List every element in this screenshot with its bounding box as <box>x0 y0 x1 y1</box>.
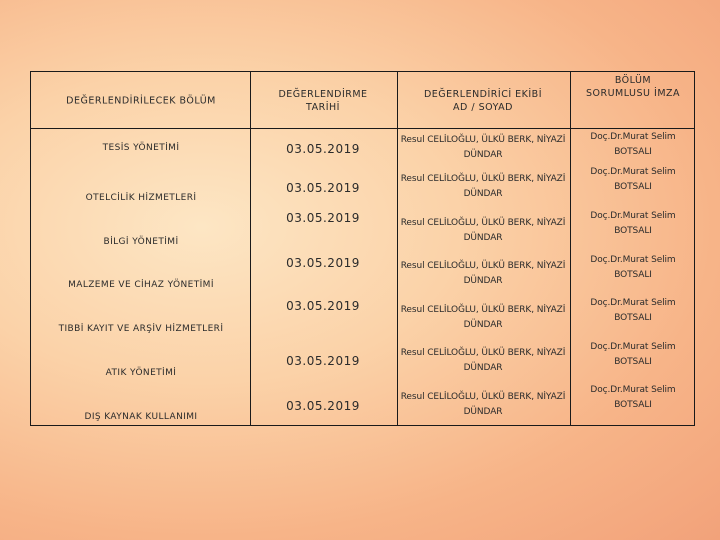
column-divider <box>397 72 398 425</box>
evaluation-team <box>401 346 566 376</box>
department-label: TESİS YÖNETİMİ <box>102 143 180 153</box>
department-label: ATIK YÖNETİMİ <box>105 368 177 378</box>
team-names-cont: DÜNDAR <box>463 320 503 330</box>
responsible-signature <box>590 165 675 195</box>
department-label: BİLGİ YÖNETİMİ <box>103 237 179 247</box>
responsible-surname: BOTSALI <box>614 147 652 157</box>
evaluation-date: 03.05.2019 <box>286 299 360 313</box>
evaluation-team <box>401 303 566 333</box>
column-divider <box>250 72 251 425</box>
responsible-surname: BOTSALI <box>614 270 652 280</box>
department-label: DIŞ KAYNAK KULLANIMI <box>84 412 198 422</box>
team-names-cont: DÜNDAR <box>463 189 503 199</box>
responsible-signature <box>590 340 675 370</box>
responsible-name: Doç.Dr.Murat Selim <box>590 385 676 395</box>
team-names: Resul CELİLOĞLU, ÜLKÜ BERK, NİYAZİ <box>400 348 566 358</box>
team-names-cont: DÜNDAR <box>463 363 503 373</box>
header-signature <box>586 74 680 100</box>
header-team-line1: DEĞERLENDİRİCİ EKİBİ <box>423 89 543 100</box>
department-label: MALZEME VE CİHAZ YÖNETİMİ <box>68 280 214 290</box>
team-names: Resul CELİLOĞLU, ÜLKÜ BERK, NİYAZİ <box>400 261 566 271</box>
header-divider <box>31 128 694 129</box>
responsible-name: Doç.Dr.Murat Selim <box>590 342 676 352</box>
team-names: Resul CELİLOĞLU, ÜLKÜ BERK, NİYAZİ <box>400 174 566 184</box>
responsible-surname: BOTSALI <box>614 226 652 236</box>
responsible-name: Doç.Dr.Murat Selim <box>590 255 676 265</box>
responsible-signature <box>590 130 675 160</box>
evaluation-date: 03.05.2019 <box>286 142 360 156</box>
responsible-surname: BOTSALI <box>614 313 652 323</box>
header-team <box>424 88 542 114</box>
evaluation-team <box>401 390 566 420</box>
evaluation-date: 03.05.2019 <box>286 256 360 270</box>
header-department: DEĞERLENDİRİLECEK BÖLÜM <box>66 95 216 107</box>
responsible-name: Doç.Dr.Murat Selim <box>590 167 676 177</box>
column-divider <box>570 72 571 425</box>
team-names-cont: DÜNDAR <box>463 150 503 160</box>
responsible-surname: BOTSALI <box>614 400 652 410</box>
evaluation-team <box>401 216 566 246</box>
header-date-line1: DEĞERLENDİRME <box>278 89 368 100</box>
evaluation-team <box>401 172 566 202</box>
responsible-signature <box>590 209 675 239</box>
responsible-signature <box>590 383 675 413</box>
header-signature-line2: SORUMLUSU İMZA <box>585 88 681 99</box>
team-names: Resul CELİLOĞLU, ÜLKÜ BERK, NİYAZİ <box>400 135 566 145</box>
evaluation-date: 03.05.2019 <box>286 181 360 195</box>
team-names: Resul CELİLOĞLU, ÜLKÜ BERK, NİYAZİ <box>400 305 566 315</box>
team-names: Resul CELİLOĞLU, ÜLKÜ BERK, NİYAZİ <box>400 392 566 402</box>
department-label: OTELCİLİK HİZMETLERİ <box>85 193 197 203</box>
responsible-name: Doç.Dr.Murat Selim <box>590 211 676 221</box>
header-signature-line1: BÖLÜM <box>614 75 652 86</box>
team-names-cont: DÜNDAR <box>463 276 503 286</box>
header-date-line2: TARİHİ <box>306 102 340 113</box>
team-names: Resul CELİLOĞLU, ÜLKÜ BERK, NİYAZİ <box>400 218 566 228</box>
team-names-cont: DÜNDAR <box>463 407 503 417</box>
responsible-name: Doç.Dr.Murat Selim <box>590 298 676 308</box>
department-label: TIBBİ KAYIT VE ARŞİV HİZMETLERİ <box>58 324 224 334</box>
responsible-name: Doç.Dr.Murat Selim <box>590 132 676 142</box>
evaluation-team <box>401 259 566 289</box>
evaluation-date: 03.05.2019 <box>286 399 360 413</box>
header-team-line2: AD / SOYAD <box>453 102 513 113</box>
evaluation-team <box>401 133 566 163</box>
evaluation-date: 03.05.2019 <box>286 354 360 368</box>
responsible-surname: BOTSALI <box>614 182 652 192</box>
responsible-surname: BOTSALI <box>614 357 652 367</box>
responsible-signature <box>590 296 675 326</box>
responsible-signature <box>590 253 675 283</box>
evaluation-table <box>30 71 695 426</box>
evaluation-date: 03.05.2019 <box>286 211 360 225</box>
team-names-cont: DÜNDAR <box>463 233 503 243</box>
header-date <box>278 88 367 114</box>
